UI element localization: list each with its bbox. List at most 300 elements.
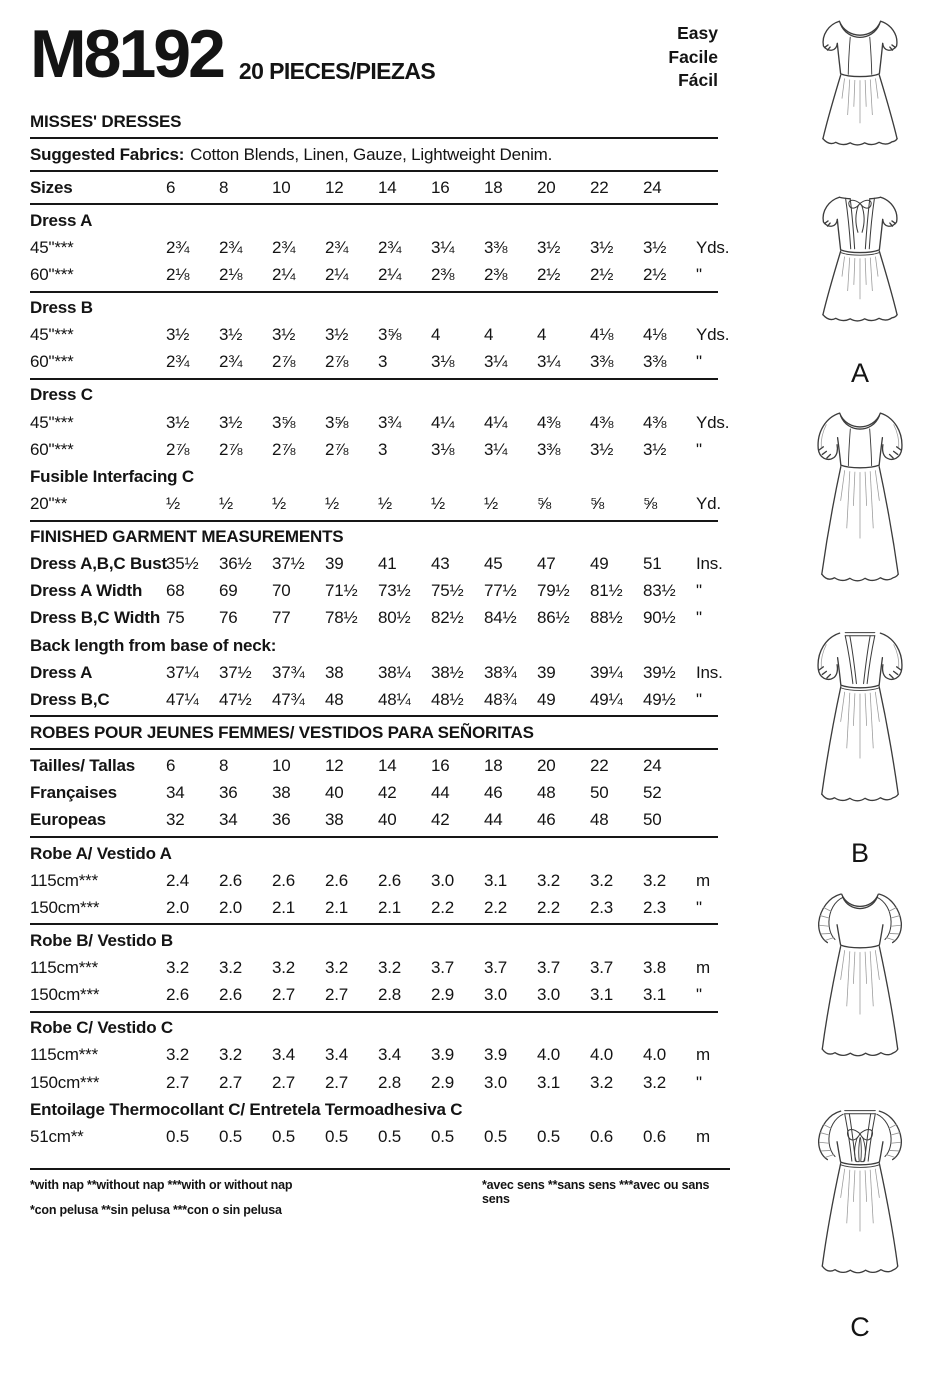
table-cell: 70 — [272, 581, 291, 601]
table-cell: 2⅜ — [431, 264, 455, 284]
table-row — [30, 490, 721, 517]
table-cell: 3⅝ — [378, 325, 402, 345]
table-cell: 2.8 — [378, 1072, 402, 1092]
table-row — [30, 1069, 718, 1096]
row-label: 150cm*** — [30, 985, 100, 1005]
table-row — [30, 867, 718, 894]
table-cell: 38 — [325, 662, 344, 682]
table-cell: 4⅛ — [643, 325, 667, 345]
table-cell: ½ — [378, 493, 392, 513]
table-cell: 2¼ — [378, 264, 402, 284]
table-cell: 2.9 — [431, 985, 455, 1005]
table-row — [30, 686, 718, 713]
table-cell: 3½ — [272, 325, 296, 345]
table-row — [30, 659, 723, 686]
table-cell: 46 — [484, 783, 503, 803]
table-cell: 2.1 — [378, 897, 402, 917]
unit-cell: Yds. — [696, 412, 730, 432]
table-cell: 2.6 — [166, 985, 190, 1005]
table-cell: 83½ — [643, 581, 676, 601]
table-cell: 36 — [272, 810, 291, 830]
table-cell: 3.2 — [166, 1045, 190, 1065]
table-cell: 3.2 — [590, 870, 614, 890]
table-cell: 14 — [378, 177, 397, 197]
row-label: 115cm*** — [30, 957, 99, 977]
table-cell: 2.9 — [431, 1072, 455, 1092]
table-cell: 3¼ — [484, 352, 508, 372]
unit-cell: m — [696, 1126, 710, 1146]
table-cell: 4¼ — [431, 412, 455, 432]
table-cell: 2¾ — [272, 237, 296, 257]
table-cell: 0.5 — [272, 1126, 296, 1146]
dress-b-back-illustration — [803, 624, 917, 838]
unit-cell: Yds. — [696, 325, 730, 345]
difficulty-facil: Fácil — [678, 70, 718, 90]
table-cell: 69 — [219, 581, 238, 601]
table-cell: 38¾ — [484, 662, 517, 682]
table-cell: 2¾ — [219, 352, 243, 372]
row-label: Dress B,C — [30, 689, 110, 709]
table-row — [30, 551, 723, 578]
table-cell: 12 — [325, 177, 344, 197]
table-row — [30, 436, 718, 463]
table-cell: 68 — [166, 581, 185, 601]
table-cell: 48¾ — [484, 689, 517, 709]
table-cell: 73½ — [378, 581, 411, 601]
table-cell: 22 — [590, 756, 609, 776]
table-cell: 40 — [325, 783, 344, 803]
table-cell: 0.6 — [590, 1126, 614, 1146]
footnote-french: *avec sens **sans sens ***avec ou sans sens — [482, 1178, 710, 1206]
table-cell: 10 — [272, 177, 291, 197]
table-cell: 3⅜ — [590, 352, 614, 372]
unit-cell: " — [696, 897, 702, 917]
table-cell: 2.7 — [219, 1072, 243, 1092]
table-cell: 38 — [325, 810, 344, 830]
table-cell: 48¼ — [378, 689, 411, 709]
table-cell: 2.7 — [272, 985, 296, 1005]
table-cell: 46 — [537, 810, 556, 830]
table-cell: 50 — [590, 783, 609, 803]
table-cell: 0.5 — [378, 1126, 402, 1146]
table-cell: 77 — [272, 608, 291, 628]
table-cell: 82½ — [431, 608, 464, 628]
table-cell: 3.7 — [431, 957, 455, 977]
unit-cell: m — [696, 957, 710, 977]
table-cell: 2½ — [643, 264, 667, 284]
table-cell: 3½ — [537, 237, 561, 257]
table-cell: 2.7 — [325, 985, 349, 1005]
unit-cell: " — [696, 439, 702, 459]
table-cell: 2¼ — [272, 264, 296, 284]
table-cell: 79½ — [537, 581, 570, 601]
table-cell: 0.5 — [484, 1126, 508, 1146]
table-cell: 2.2 — [537, 897, 561, 917]
table-cell: 4⅛ — [590, 325, 614, 345]
table-cell: 2.6 — [219, 870, 243, 890]
unit-cell: Yd. — [696, 493, 721, 513]
unit-cell: " — [696, 352, 702, 372]
row-label: Sizes — [30, 177, 73, 197]
difficulty-easy: Easy — [677, 23, 718, 43]
table-cell: 20 — [537, 756, 556, 776]
unit-cell: " — [696, 1072, 702, 1092]
table-cell: 0.5 — [431, 1126, 455, 1146]
row-label: Tailles/ Tallas — [30, 756, 136, 776]
row-label: Europeas — [30, 810, 106, 830]
row-label: 45"*** — [30, 412, 74, 432]
table-cell: 2.2 — [431, 897, 455, 917]
table-cell: ½ — [166, 493, 180, 513]
table-cell: 3¼ — [537, 352, 561, 372]
table-cell: 3½ — [325, 325, 349, 345]
dress-c-front-illustration — [803, 886, 917, 1095]
table-cell: ½ — [219, 493, 233, 513]
table-row — [30, 409, 730, 436]
table-cell: 3⅜ — [537, 439, 561, 459]
table-cell: 3⅜ — [643, 352, 667, 372]
unit-cell: m — [696, 870, 710, 890]
table-cell: 8 — [219, 177, 229, 197]
table-row — [30, 322, 730, 349]
table-cell: 18 — [484, 756, 503, 776]
table-divider — [30, 203, 718, 205]
unit-cell: Ins. — [696, 662, 723, 682]
table-cell: 3.2 — [325, 957, 349, 977]
table-cell: 48 — [537, 783, 556, 803]
row-label: Françaises — [30, 783, 117, 803]
table-cell: 4⅜ — [590, 412, 614, 432]
table-cell: 40 — [378, 810, 397, 830]
unit-cell: " — [696, 581, 702, 601]
table-cell: 3½ — [219, 412, 243, 432]
table-cell: 81½ — [590, 581, 623, 601]
footnote-spanish: *con pelusa **sin pelusa ***con o sin pelusa — [30, 1203, 282, 1217]
pattern-number: M8192 — [30, 16, 223, 92]
table-row — [30, 1042, 718, 1069]
table-cell: 3.4 — [378, 1045, 402, 1065]
section-title: Back length from base of neck: — [30, 635, 277, 655]
table-row — [30, 349, 718, 376]
table-cell: 4⅜ — [643, 412, 667, 432]
view-b-label: B — [850, 838, 869, 868]
table-cell: 2.2 — [484, 897, 508, 917]
table-cell: 2⅞ — [219, 439, 243, 459]
table-cell: 3.1 — [484, 870, 508, 890]
table-cell: ⅝ — [537, 493, 551, 513]
table-cell: 0.5 — [537, 1126, 561, 1146]
table-cell: 47¼ — [166, 689, 199, 709]
suggested-fabrics-label: Suggested Fabrics: — [30, 144, 185, 164]
table-cell: 14 — [378, 756, 397, 776]
table-cell: 2.8 — [378, 985, 402, 1005]
section-title: Dress C — [30, 385, 93, 405]
table-cell: 43 — [431, 554, 450, 574]
table-cell: 3.0 — [484, 985, 508, 1005]
table-cell: 75½ — [431, 581, 464, 601]
section-title: Dress B — [30, 298, 93, 318]
table-cell: 2.3 — [643, 897, 667, 917]
table-cell: 2.6 — [272, 870, 296, 890]
dress-a-front-illustration — [803, 12, 917, 182]
table-cell: 77½ — [484, 581, 517, 601]
table-cell: 2¼ — [325, 264, 349, 284]
table-cell: 3.2 — [378, 957, 402, 977]
footnotes — [30, 1168, 730, 1228]
table-cell: 24 — [643, 756, 662, 776]
table-cell: 2⅜ — [484, 264, 508, 284]
table-cell: 39½ — [643, 662, 676, 682]
table-row — [30, 752, 718, 779]
table-divider — [30, 170, 718, 172]
table-cell: 4.0 — [537, 1045, 561, 1065]
table-cell: 16 — [431, 177, 450, 197]
table-cell: 3¼ — [484, 439, 508, 459]
table-cell: 3.4 — [325, 1045, 349, 1065]
table-row — [30, 1123, 718, 1150]
suggested-fabrics-line — [30, 141, 718, 168]
table-row — [30, 605, 718, 632]
dress-a-back-illustration — [803, 188, 917, 358]
view-c-label: C — [850, 1312, 870, 1342]
section-title: Entoilage Thermocollant C/ Entretela Termoadhesiva C — [30, 1099, 463, 1119]
view-a-label: A — [850, 358, 869, 388]
table-cell: 2⅞ — [272, 352, 296, 372]
section-title: ROBES POUR JEUNES FEMMES/ VESTIDOS PARA SEÑORITAS — [30, 722, 534, 742]
table-cell: 3.2 — [219, 957, 243, 977]
table-cell: 3.2 — [537, 870, 561, 890]
table-cell: 3 — [378, 352, 388, 372]
table-cell: 88½ — [590, 608, 623, 628]
row-label: 60"*** — [30, 439, 74, 459]
table-divider — [30, 748, 718, 750]
table-cell: 48 — [590, 810, 609, 830]
table-cell: 3.1 — [643, 985, 667, 1005]
table-cell: 2¾ — [166, 352, 190, 372]
table-cell: 0.6 — [643, 1126, 667, 1146]
table-cell: 4 — [537, 325, 547, 345]
table-cell: 3¾ — [378, 412, 402, 432]
table-cell: 48 — [325, 689, 344, 709]
section-title: Robe C/ Vestido C — [30, 1018, 174, 1038]
table-cell: 2.7 — [325, 1072, 349, 1092]
table-cell: 2.1 — [325, 897, 349, 917]
table-cell: 3⅜ — [484, 237, 508, 257]
table-cell: ⅝ — [590, 493, 604, 513]
table-cell: ½ — [484, 493, 498, 513]
table-cell: 84½ — [484, 608, 517, 628]
table-cell: 3.2 — [643, 1072, 667, 1092]
pieces-count: 20 PIECES/PIEZAS — [238, 58, 436, 84]
table-cell: 75 — [166, 608, 185, 628]
table-cell: 41 — [378, 554, 397, 574]
table-cell: 2.7 — [166, 1072, 190, 1092]
table-cell: 2.3 — [590, 897, 614, 917]
section-title: Dress A — [30, 210, 93, 230]
table-cell: 42 — [431, 810, 450, 830]
row-label: Dress A,B,C Bust — [30, 554, 167, 574]
table-cell: ½ — [325, 493, 339, 513]
table-cell: 48½ — [431, 689, 464, 709]
dress-c-back-illustration — [803, 1103, 917, 1312]
table-divider — [30, 291, 718, 293]
section-title: Fusible Interfacing C — [30, 466, 194, 486]
table-cell: 2.6 — [378, 870, 402, 890]
table-cell: 4 — [484, 325, 494, 345]
table-cell: 3.7 — [590, 957, 614, 977]
table-cell: 47½ — [219, 689, 252, 709]
table-cell: 44 — [484, 810, 503, 830]
table-cell: 52 — [643, 783, 662, 803]
table-cell: 16 — [431, 756, 450, 776]
table-cell: 3.1 — [590, 985, 614, 1005]
table-cell: 49 — [537, 689, 556, 709]
table-cell: 3⅛ — [431, 352, 455, 372]
table-cell: 49¼ — [590, 689, 623, 709]
table-cell: 3⅝ — [272, 412, 296, 432]
table-cell: 3¼ — [431, 237, 455, 257]
suggested-fabrics-value: Cotton Blends, Linen, Gauze, Lightweight Denim. — [190, 144, 553, 164]
table-cell: ½ — [431, 493, 445, 513]
table-row — [30, 174, 718, 201]
unit-cell: " — [696, 264, 702, 284]
table-row — [30, 780, 718, 807]
table-cell: 4⅜ — [537, 412, 561, 432]
table-cell: 36 — [219, 783, 238, 803]
table-cell: 3.8 — [643, 957, 667, 977]
table-cell: 3.2 — [219, 1045, 243, 1065]
footnote-english: *with nap **without nap ***with or without nap — [30, 1178, 293, 1192]
table-divider — [30, 1011, 718, 1013]
table-cell: 18 — [484, 177, 503, 197]
table-cell: 3.9 — [484, 1045, 508, 1065]
section-title: MISSES' DRESSES — [30, 111, 182, 131]
table-cell: 39 — [325, 554, 344, 574]
table-divider — [30, 137, 718, 139]
table-cell: 3 — [378, 439, 388, 459]
table-cell: ½ — [272, 493, 286, 513]
section-title: Robe A/ Vestido A — [30, 843, 172, 863]
table-cell: 2⅛ — [219, 264, 243, 284]
yardage-table — [30, 108, 730, 1150]
table-cell: 3½ — [590, 237, 614, 257]
row-label: 45"*** — [30, 325, 74, 345]
unit-cell: Ins. — [696, 554, 723, 574]
table-cell: 49 — [590, 554, 609, 574]
unit-cell: Yds. — [696, 237, 730, 257]
table-cell: 22 — [590, 177, 609, 197]
table-cell: 3.2 — [272, 957, 296, 977]
table-cell: 76 — [219, 608, 238, 628]
table-cell: 4.0 — [590, 1045, 614, 1065]
header — [30, 14, 718, 108]
table-cell: 3.0 — [431, 870, 455, 890]
table-cell: 37½ — [219, 662, 252, 682]
table-cell: 38 — [272, 783, 291, 803]
table-cell: 2.6 — [219, 985, 243, 1005]
table-cell: 24 — [643, 177, 662, 197]
table-cell: 2¾ — [378, 237, 402, 257]
table-cell: 39¼ — [590, 662, 623, 682]
table-row — [30, 234, 730, 261]
table-cell: 32 — [166, 810, 185, 830]
table-cell: 3⅛ — [431, 439, 455, 459]
table-cell: 0.5 — [166, 1126, 190, 1146]
table-row — [30, 578, 718, 605]
table-cell: 4.0 — [643, 1045, 667, 1065]
table-cell: 3.9 — [431, 1045, 455, 1065]
table-cell: 37½ — [272, 554, 305, 574]
info-column — [30, 14, 730, 1150]
table-cell: 0.5 — [219, 1126, 243, 1146]
table-cell: ⅝ — [643, 493, 657, 513]
row-label: 115cm*** — [30, 1045, 99, 1065]
table-cell: 2.6 — [325, 870, 349, 890]
table-cell: 8 — [219, 756, 229, 776]
table-cell: 0.5 — [325, 1126, 349, 1146]
dress-illustrations — [770, 12, 950, 1350]
table-cell: 2.4 — [166, 870, 190, 890]
row-label: 51cm** — [30, 1126, 84, 1146]
table-cell: 2½ — [537, 264, 561, 284]
table-cell: 3.2 — [590, 1072, 614, 1092]
table-cell: 20 — [537, 177, 556, 197]
row-label: Dress B,C Width — [30, 608, 161, 628]
table-cell: 2⅞ — [325, 439, 349, 459]
table-divider — [30, 378, 718, 380]
table-cell: 71½ — [325, 581, 358, 601]
table-cell: 39 — [537, 662, 556, 682]
table-cell: 2¾ — [166, 237, 190, 257]
table-row — [30, 261, 718, 288]
table-cell: 47¾ — [272, 689, 305, 709]
table-cell: 37¾ — [272, 662, 305, 682]
table-cell: 35½ — [166, 554, 199, 574]
section-title: Robe B/ Vestido B — [30, 930, 174, 950]
unit-cell: " — [696, 689, 702, 709]
table-cell: 38½ — [431, 662, 464, 682]
table-divider — [30, 715, 718, 717]
table-cell: 50 — [643, 810, 662, 830]
table-cell: 3.0 — [484, 1072, 508, 1092]
table-cell: 2¾ — [325, 237, 349, 257]
table-cell: 2⅞ — [325, 352, 349, 372]
table-cell: 3.1 — [537, 1072, 561, 1092]
unit-cell: m — [696, 1045, 710, 1065]
table-cell: 80½ — [378, 608, 411, 628]
row-label: Dress A — [30, 662, 93, 682]
table-cell: 4 — [431, 325, 441, 345]
table-cell: 3.7 — [537, 957, 561, 977]
table-cell: 2½ — [590, 264, 614, 284]
table-cell: 12 — [325, 756, 344, 776]
row-label: 150cm*** — [30, 1072, 100, 1092]
table-cell: 3.7 — [484, 957, 508, 977]
table-cell: 2.7 — [272, 1072, 296, 1092]
table-cell: 34 — [166, 783, 185, 803]
unit-cell: " — [696, 985, 702, 1005]
row-label: 115cm*** — [30, 870, 99, 890]
table-divider — [30, 923, 718, 925]
table-row — [30, 954, 718, 981]
unit-cell: " — [696, 608, 702, 628]
row-label: 20"** — [30, 493, 68, 513]
difficulty-levels — [668, 14, 718, 93]
table-cell: 6 — [166, 177, 176, 197]
table-cell: 3⅝ — [325, 412, 349, 432]
table-cell: 49½ — [643, 689, 676, 709]
table-cell: 38¼ — [378, 662, 411, 682]
